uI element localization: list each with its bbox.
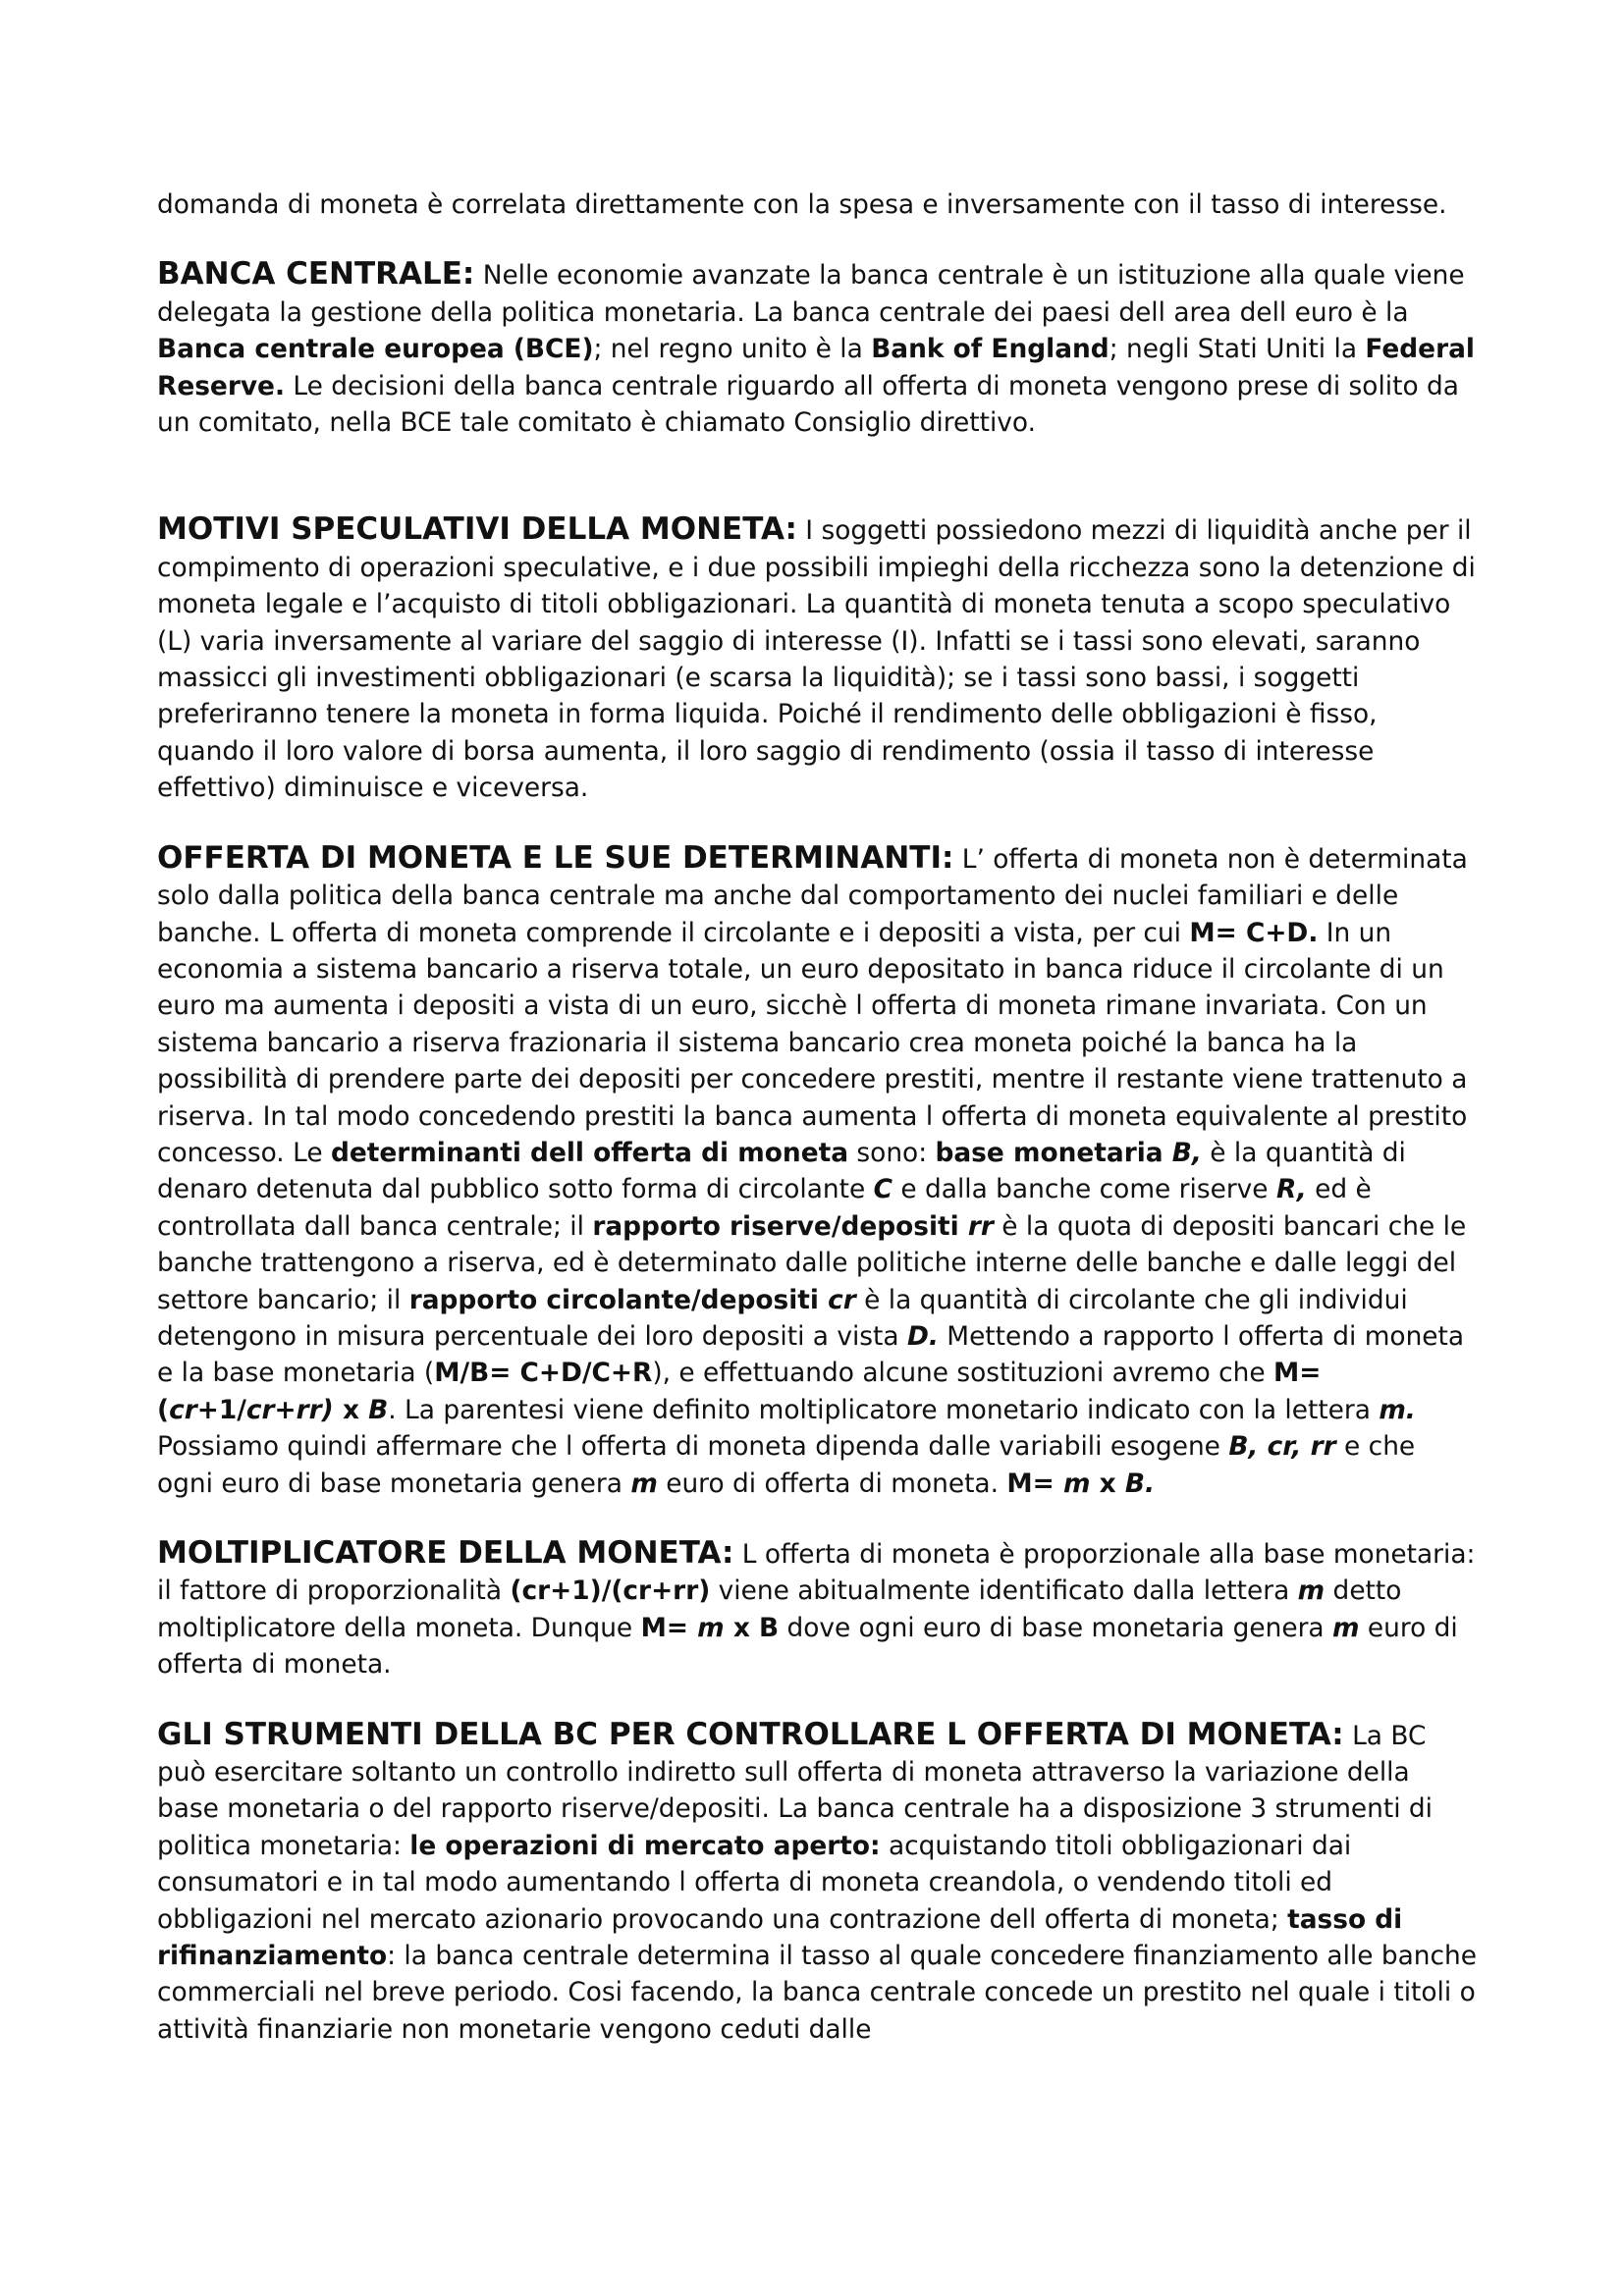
- offerta-formula: +1/: [196, 1394, 246, 1425]
- intro-text: domanda di moneta è correlata direttamente con la spesa e inversamente con il tasso di interesse.: [157, 189, 1447, 220]
- moltiplicatore-formula: M=: [640, 1612, 698, 1643]
- offerta-text: sono:: [848, 1137, 936, 1168]
- moltiplicatore-text: detto moltiplicatore della moneta. Dunque: [157, 1575, 1402, 1643]
- bank-of-england-term: Bank of England: [871, 334, 1109, 365]
- banca-centrale-text: Le decisioni della banca centrale riguardo all offerta di moneta vengono prese di solito da un comitato, nella BCE tale comitato è chiamato Consiglio direttivo.: [157, 370, 1459, 439]
- banca-centrale-heading: BANCA CENTRALE:: [157, 256, 475, 293]
- offerta-text: è la quantità di circolante che gli individui detengono in misura percentuale dei loro depositi a vista: [157, 1284, 1408, 1352]
- strumenti-text: : la banca centrale determina il tasso al quale concedere finanziamento alle banche commerciali nel breve periodo. Cosi facendo, la banca centrale concede un prestito nel quale i titoli o attività finanziarie non monetarie vengono ceduti dalle: [157, 1941, 1477, 2045]
- offerta-variable: m: [630, 1468, 658, 1499]
- strumenti-term: le operazioni di mercato aperto:: [409, 1830, 881, 1861]
- banca-centrale-text: ; negli Stati Uniti la: [1109, 334, 1366, 365]
- offerta-variable: C: [873, 1174, 893, 1205]
- offerta-formula: +: [274, 1394, 297, 1425]
- offerta-text: ed è controllata dall banca centrale; il: [157, 1174, 1372, 1242]
- federal-reserve-term: Federal Reserve.: [157, 334, 1475, 401]
- offerta-variable: B, cr, rr: [1228, 1431, 1336, 1463]
- strumenti-heading: GLI STRUMENTI DELLA BC PER CONTROLLARE L OFFERTA DI MONETA:: [157, 1716, 1344, 1752]
- strumenti-paragraph: [157, 1717, 1478, 2049]
- offerta-text: Mettendo a rapporto l offerta di moneta e la base monetaria (: [157, 1320, 1465, 1389]
- offerta-variable: cr: [245, 1394, 275, 1425]
- banca-centrale-text: ; nel regno unito è la: [593, 334, 872, 365]
- offerta-variable: cr: [169, 1394, 197, 1425]
- banca-centrale-paragraph: [157, 256, 1478, 441]
- moltiplicatore-text: viene abitualmente identificato dalla lettera: [710, 1575, 1298, 1607]
- intro-paragraph: [157, 187, 1478, 223]
- offerta-text: L’ offerta di moneta non è determinata solo dalla politica della banca centrale ma anche dal comportamento dei nuclei familiari e delle banche. L offerta di moneta comprende il circolante e i depositi a vista, per cui: [157, 843, 1468, 948]
- moltiplicatore-text: L offerta di moneta è proporzionale alla base monetaria: il fattore di proporzionalità: [157, 1539, 1476, 1607]
- offerta-text: . La parentesi viene definito moltiplicatore monetario indicato con la lettera: [388, 1394, 1380, 1425]
- moltiplicatore-formula: (cr+1)/(cr+rr): [510, 1575, 711, 1607]
- strumenti-text: acquistando titoli obbligazionari dai consumatori e in tal modo aumentando l offerta di moneta creandola, o vendendo titoli ed obbligazioni nel mercato azionario provocando una contrazione dell offerta di moneta;: [157, 1830, 1352, 1935]
- offerta-formula: M= C+D.: [1189, 917, 1319, 948]
- offerta-text: euro di offerta di moneta.: [657, 1468, 1007, 1499]
- offerta-text: ), e effettuando alcune sostituzioni avremo che: [652, 1358, 1273, 1389]
- offerta-term: rapporto circolante/depositi: [408, 1284, 829, 1315]
- moltiplicatore-formula: x B: [724, 1612, 780, 1643]
- moltiplicatore-text: euro di offerta di moneta.: [157, 1612, 1458, 1681]
- moltiplicatore-paragraph: [157, 1535, 1478, 1683]
- offerta-formula: x: [1090, 1468, 1125, 1499]
- motivi-speculativi-text: I soggetti possiedono mezzi di liquidità anche per il compimento di operazioni speculative, e i due possibili impieghi della ricchezza sono la detenzione di moneta legale e l’acquisto di titoli obbligazionari. La quantità di moneta tenuta a scopo speculativo (L) varia inversamente al variare del saggio di interesse (I). Infatti se i tassi sono elevati, saranno massicci gli investimenti obbligazionari (e scarsa la liquidità); se i tassi sono bassi, i soggetti preferiranno tenere la moneta in forma liquida. Poiché il rendimento delle obbligazioni è fisso, quando il loro valore di borsa aumenta, il loro saggio di rendimento (ossia il tasso di interesse effettivo) diminuisce e viceversa.: [157, 515, 1476, 804]
- offerta-text: e dalla banche come riserve: [893, 1174, 1276, 1205]
- offerta-paragraph: [157, 840, 1478, 1502]
- offerta-text: e che ogni euro di base monetaria genera: [157, 1431, 1416, 1499]
- moltiplicatore-heading: MOLTIPLICATORE DELLA MONETA:: [157, 1535, 734, 1571]
- motivi-speculativi-heading: MOTIVI SPECULATIVI DELLA MONETA:: [157, 511, 797, 548]
- bce-term: Banca centrale europea (BCE): [157, 334, 594, 365]
- offerta-variable: m.: [1379, 1394, 1416, 1425]
- strumenti-text: La BC può esercitare soltanto un controllo indiretto sull offerta di moneta attraverso la variazione della base monetaria o del rapporto riserve/depositi. La banca centrale ha a disposizione 3 strumenti di politica monetaria:: [157, 1720, 1434, 1861]
- offerta-variable: B: [368, 1394, 389, 1425]
- document-page: [157, 187, 1478, 2081]
- offerta-formula: M=(: [157, 1358, 1322, 1425]
- offerta-formula: M/B= C+D/C+R: [434, 1358, 653, 1389]
- offerta-variable: cr: [828, 1284, 856, 1315]
- moltiplicatore-variable: m: [1297, 1575, 1325, 1607]
- moltiplicatore-variable: m: [1332, 1612, 1360, 1643]
- motivi-speculativi-paragraph: [157, 511, 1478, 806]
- offerta-variable: rr): [296, 1394, 334, 1425]
- moltiplicatore-text: dove ogni euro di base monetaria genera: [779, 1612, 1332, 1643]
- offerta-term: determinanti dell offerta di moneta: [330, 1137, 849, 1168]
- offerta-heading: OFFERTA DI MONETA E LE SUE DETERMINANTI:: [157, 839, 954, 876]
- offerta-variable: B.: [1124, 1468, 1155, 1499]
- offerta-term: rapporto riserve/depositi: [592, 1210, 968, 1242]
- offerta-text: è la quota di depositi bancari che le banche trattengono a riserva, ed è determinato dalle politiche interne delle banche e dalle leggi del settore bancario; il: [157, 1210, 1467, 1315]
- offerta-variable: D.: [906, 1320, 939, 1352]
- banca-centrale-text: Nelle economie avanzate la banca centrale è un istituzione alla quale viene delegata la gestione della politica monetaria. La banca centrale dei paesi dell area dell euro è la: [157, 260, 1465, 328]
- strumenti-term: tasso di rifinanziamento: [157, 1903, 1403, 1972]
- offerta-term: base monetaria: [935, 1137, 1172, 1168]
- offerta-text: è la quantità di denaro detenuta dal pubblico sotto forma di circolante: [157, 1137, 1406, 1205]
- offerta-variable: m: [1062, 1468, 1091, 1499]
- offerta-formula: M=: [1006, 1468, 1063, 1499]
- offerta-formula: x: [333, 1394, 369, 1425]
- offerta-variable: R,: [1275, 1174, 1307, 1205]
- offerta-text: Possiamo quindi affermare che l offerta di moneta dipenda dalle variabili esogene: [157, 1431, 1229, 1463]
- offerta-variable: B,: [1171, 1137, 1202, 1168]
- offerta-text: In un economia a sistema bancario a riserva totale, un euro depositato in banca riduce il circolante di un euro ma aumenta i depositi a vista di un euro, sicchè l offerta di moneta rimane invariata. Con un sistema bancario a riserva frazionaria il sistema bancario crea moneta poiché la banca ha la possibilità di prendere parte dei depositi per concedere prestiti, mentre il restante viene trattenuto a riserva. In tal modo concedendo prestiti la banca aumenta l offerta di moneta equivalente al prestito concesso. Le: [157, 917, 1468, 1168]
- offerta-variable: rr: [967, 1210, 994, 1242]
- moltiplicatore-variable: m: [697, 1612, 725, 1643]
